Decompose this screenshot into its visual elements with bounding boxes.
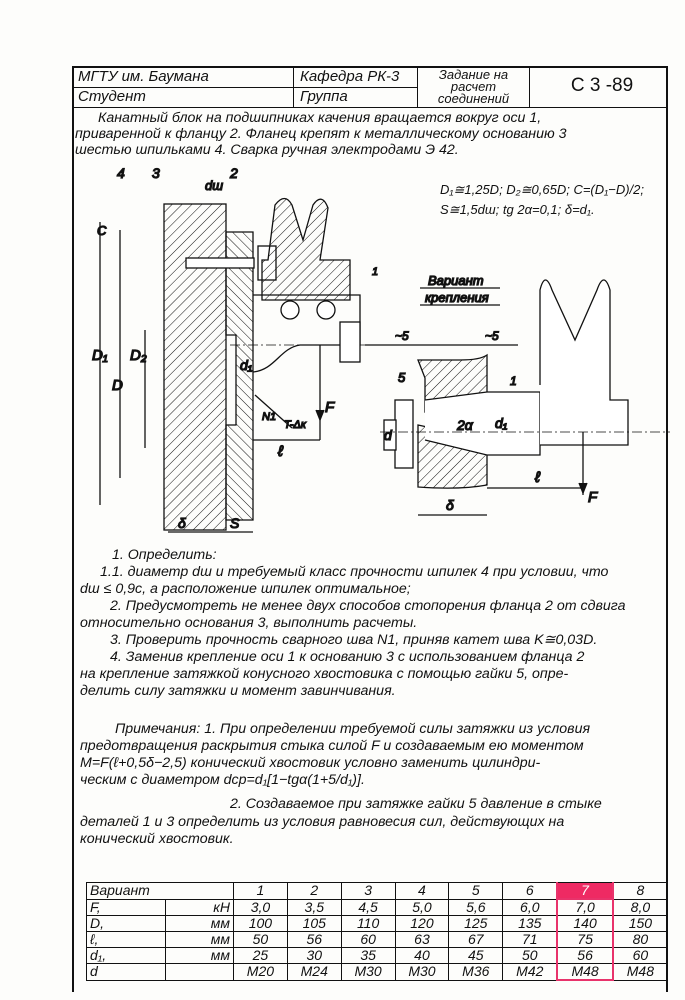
table-cell: 3,5: [287, 899, 341, 916]
table-cell: 135: [503, 916, 558, 932]
label-part-1: 1: [372, 266, 379, 278]
table-cell: 3,0: [234, 899, 288, 916]
table-cell: 6,0: [503, 899, 558, 916]
variant-number: 4: [395, 883, 449, 900]
group-label: Группа: [294, 88, 418, 108]
task-title-line: расчет: [450, 79, 497, 94]
note-line: предотвращения раскрытия стыка силой F и создаваемым ею моментом: [80, 738, 584, 754]
param-name: d: [87, 964, 166, 981]
label-delta-variant: δ: [446, 497, 454, 513]
table-cell: M20: [234, 964, 288, 981]
param-name: F,: [87, 899, 166, 916]
table-cell: M30: [395, 964, 449, 981]
table-row: [87, 916, 668, 932]
param-unit: кН: [165, 899, 233, 916]
intro-line: шестью шпильками 4. Сварка ручная электродами Э 42.: [75, 142, 459, 158]
label-l-variant: ℓ: [535, 469, 540, 486]
table-cell: 7,0: [557, 899, 612, 916]
table-cell: 100: [234, 916, 288, 932]
table-cell: 30: [287, 948, 341, 964]
table-cell: 150: [613, 916, 668, 932]
label-alpha: 2α: [457, 417, 473, 433]
table-cell: 80: [613, 932, 668, 948]
table-cell: 5,6: [449, 899, 503, 916]
label-mount: крепления: [425, 290, 489, 305]
table-cell: 56: [287, 932, 341, 948]
task-line: dш ≤ 0,9c, а расположение шпилек оптимальное;: [80, 581, 411, 597]
table-cell: 4,5: [341, 899, 395, 916]
table-cell: 63: [395, 932, 449, 948]
table-cell: 67: [449, 932, 503, 948]
base-plate-3: [164, 204, 226, 530]
table-cell: M30: [341, 964, 395, 981]
variant-number: 6: [503, 883, 558, 900]
force-arrowhead: [316, 410, 324, 420]
table-cell: 60: [613, 948, 668, 964]
task-line: 1. Определить:: [112, 547, 217, 563]
formula-line: S≅1,5dш; tg 2α=0,1; δ=d₁.: [440, 202, 595, 217]
variant-number: 1: [234, 883, 288, 900]
param-unit: [165, 964, 233, 981]
label-part-4: 4: [117, 165, 125, 181]
label-F-variant: F: [588, 489, 598, 506]
variant-number: 2: [287, 883, 341, 900]
table-cell: M24: [287, 964, 341, 981]
table-cell: 140: [557, 916, 612, 932]
param-unit: мм: [165, 932, 233, 948]
sheet-code: С 3 -89: [530, 68, 668, 108]
task-line: относительно основания 3, выполнить расчеты.: [80, 615, 418, 631]
note-line: 2. Создаваемое при затяжке гайки 5 давление в стыке: [230, 796, 602, 812]
table-row: [87, 899, 668, 916]
intro-line: приваренной к фланцу 2. Фланец крепят к металлическому основанию 3: [75, 126, 567, 142]
label-F: F: [325, 399, 335, 416]
task-line: 1.1. диаметр dш и требуемый класс прочности шпилек 4 при условии, что: [100, 564, 609, 580]
label-d1-variant: d₁: [495, 415, 508, 431]
table-cell: 50: [234, 932, 288, 948]
intro-line: Канатный блок на подшипниках качения вращается вокруг оси 1,: [98, 110, 542, 126]
label-l: ℓ: [278, 443, 283, 460]
label-D2: D₂: [130, 347, 147, 364]
label-part-5: 5: [398, 370, 406, 385]
flange-2: [226, 232, 253, 520]
label-dsh: dш: [205, 178, 224, 193]
label-D1: D₁: [92, 347, 108, 364]
student-label: Студент: [72, 88, 294, 108]
table-cell: 40: [395, 948, 449, 964]
bearing-ball: [281, 301, 299, 319]
table-cell: 50: [503, 948, 558, 964]
label-d: d: [384, 427, 392, 443]
variant-number: 8: [613, 883, 668, 900]
label-part-2: 2: [230, 165, 238, 181]
table-row: [87, 932, 668, 948]
bearing-ball: [317, 301, 335, 319]
variant-number-highlighted: 7: [557, 883, 612, 900]
param-name: d₁,: [87, 948, 166, 964]
table-cell: 60: [341, 932, 395, 948]
table-cell: M36: [449, 964, 503, 981]
note-line: ческим с диаметром dср=d₁[1−tgα(1+5/d₁)].: [80, 772, 365, 788]
table-header-row: [87, 883, 668, 900]
task-title-line: соединений: [437, 91, 510, 106]
label-N1: N1: [262, 411, 277, 423]
note-line: Примечания: 1. При определении требуемой силы затяжки из условия: [115, 721, 591, 737]
param-unit: мм: [165, 916, 233, 932]
axle-nut: [340, 322, 360, 362]
label-variant: Вариант: [428, 273, 484, 288]
department: Кафедра РК-3: [294, 68, 418, 88]
param-unit: мм: [165, 948, 233, 964]
nut-5: [395, 400, 413, 468]
label-d1: d₁: [240, 357, 253, 373]
table-cell: 56: [557, 948, 612, 964]
variant-number: 5: [449, 883, 503, 900]
label-c: C: [97, 223, 107, 238]
stud-4: [186, 258, 254, 268]
formula-line: D₁≅1,25D; D₂≅0,65D; C=(D₁−D)/2;: [440, 182, 645, 197]
task-line: 4. Заменив крепление оси 1 к основанию 3 с использованием фланца 2: [110, 649, 585, 665]
table-cell: 125: [449, 916, 503, 932]
label-weld: T-Δк: [284, 419, 306, 431]
label-S: S: [230, 515, 240, 531]
variants-table: [86, 882, 668, 981]
table-cell: 5,0: [395, 899, 449, 916]
task-line: делить силу затяжки и момент завинчивания.: [80, 683, 396, 699]
table-cell: M48: [613, 964, 668, 981]
param-name: D,: [87, 916, 166, 932]
table-cell: 25: [234, 948, 288, 964]
label-part-3: 3: [152, 165, 160, 181]
param-name: ℓ,: [87, 932, 166, 948]
table-cell: M48: [557, 964, 612, 981]
table-row: [87, 948, 668, 964]
table-cell: 71: [503, 932, 558, 948]
task-title-line: Задание на: [438, 67, 509, 82]
table-cell: 45: [449, 948, 503, 964]
table-cell: 35: [341, 948, 395, 964]
variant-header: Вариант: [87, 883, 234, 900]
table-row: [87, 964, 668, 981]
label-delta: δ: [178, 515, 186, 531]
pulley-variant: [540, 280, 628, 445]
note-line: M=F(ℓ+0,5δ−2,5) конический хвостовик условно заменить цилиндри-: [80, 755, 541, 771]
table-cell: 120: [395, 916, 449, 932]
table-cell: 110: [341, 916, 395, 932]
label-part-1-variant: 1: [510, 374, 517, 388]
task-line: 3. Проверить прочность сварного шва N1, приняв катет шва K≅0,03D.: [110, 632, 598, 648]
label-gap-1: ~5: [395, 329, 409, 343]
task-line: 2. Предусмотреть не менее двух способов стопорения фланца 2 от сдвига: [110, 598, 626, 614]
table-cell: 75: [557, 932, 612, 948]
variant-number: 3: [341, 883, 395, 900]
label-D: D: [112, 377, 123, 394]
label-gap-2: ~5: [485, 329, 499, 343]
table-cell: M42: [503, 964, 558, 981]
note-line: конический хвостовик.: [80, 831, 234, 847]
note-line: деталей 1 и 3 определить из условия равновесия сил, действующих на: [80, 814, 565, 830]
institution: МГТУ им. Баумана: [72, 68, 294, 88]
table-cell: 8,0: [613, 899, 668, 916]
pulley: [262, 199, 350, 301]
table-cell: 105: [287, 916, 341, 932]
task-line: на крепление затяжкой конусного хвостовика с помощью гайки 5, опре-: [80, 666, 569, 682]
